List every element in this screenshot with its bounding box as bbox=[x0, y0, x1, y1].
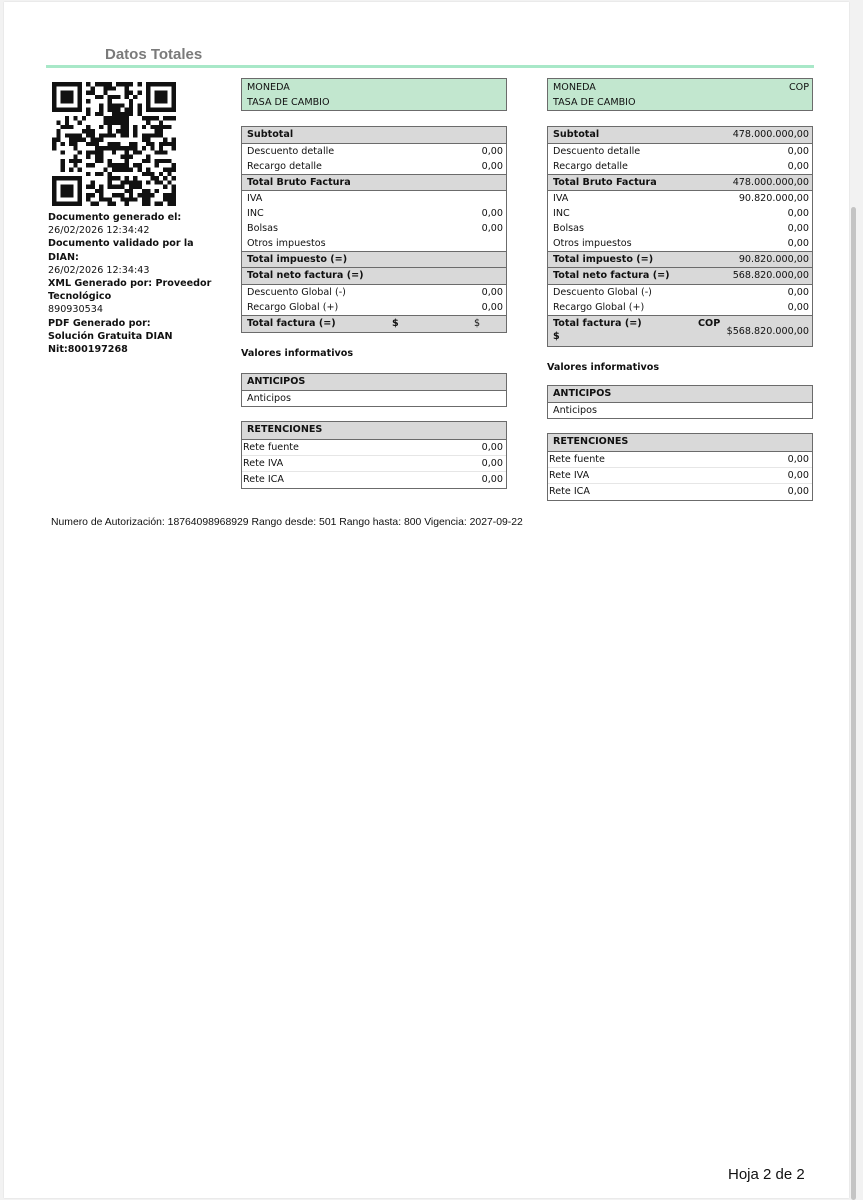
total-bruto-row bbox=[242, 174, 506, 191]
total-neto-value: 568.820.000,00 bbox=[732, 270, 809, 281]
generated-value: 26/02/2026 12:34:42 bbox=[48, 225, 150, 237]
rete-fuente-row bbox=[242, 440, 506, 456]
exchange-rate-label: TASA DE CAMBIO bbox=[553, 97, 636, 108]
retenciones-header bbox=[548, 434, 812, 451]
rete-ica-row bbox=[242, 472, 506, 488]
total-impuesto-value: 90.820.000,00 bbox=[738, 254, 809, 265]
valores-informativos-heading: Valores informativos bbox=[547, 362, 660, 373]
subtotal-value: 478.000.000,00 bbox=[732, 129, 809, 140]
descuento-detalle-row bbox=[548, 144, 812, 159]
total-neto-row bbox=[242, 268, 506, 285]
anticipos-label: Anticipos bbox=[247, 393, 291, 404]
currency-value: COP bbox=[788, 82, 809, 93]
rete-fuente-label: Rete fuente bbox=[243, 442, 299, 453]
total-factura-value: $568.820.000,00 bbox=[726, 326, 809, 337]
scrollbar[interactable] bbox=[851, 207, 856, 1200]
recargo-global-value: 0,00 bbox=[481, 302, 503, 313]
otros-value: 0,00 bbox=[787, 238, 809, 249]
retenciones-header-label: RETENCIONES bbox=[553, 436, 629, 447]
generated-label: Documento generado el: bbox=[48, 212, 182, 223]
totals-column-a bbox=[241, 78, 507, 489]
anticipos-table bbox=[241, 373, 507, 407]
total-bruto-label: Total Bruto Factura bbox=[247, 177, 351, 188]
anticipos-header bbox=[242, 374, 506, 391]
header-divider bbox=[46, 65, 814, 68]
nit: Nit:800197268 bbox=[48, 344, 128, 356]
descuento-global-value: 0,00 bbox=[481, 287, 503, 298]
bolsas-value: 0,00 bbox=[481, 223, 503, 234]
recargo-global-row bbox=[548, 300, 812, 315]
bolsas-row bbox=[548, 221, 812, 236]
xml-label: XML Generado por: Proveedor Tecnológico bbox=[48, 278, 212, 303]
subtotal-label: Subtotal bbox=[553, 129, 600, 140]
inc-value: 0,00 bbox=[481, 208, 503, 219]
anticipos-label: Anticipos bbox=[553, 405, 597, 416]
total-bruto-label: Total Bruto Factura bbox=[553, 177, 657, 188]
rete-iva-label: Rete IVA bbox=[243, 458, 284, 469]
valores-informativos-heading: Valores informativos bbox=[241, 348, 354, 359]
anticipos-header-label: ANTICIPOS bbox=[247, 376, 306, 387]
recargo-detalle-label: Recargo detalle bbox=[553, 161, 628, 172]
descuento-global-value: 0,00 bbox=[787, 287, 809, 298]
rete-ica-value: 0,00 bbox=[481, 474, 503, 485]
descuento-global-row bbox=[242, 285, 506, 300]
subtotal-row bbox=[548, 127, 812, 144]
total-impuesto-row bbox=[242, 251, 506, 268]
total-factura-label: Total factura (=) bbox=[553, 318, 642, 329]
anticipos-row bbox=[242, 391, 506, 406]
recargo-detalle-row bbox=[548, 159, 812, 174]
total-neto-row bbox=[548, 268, 812, 285]
anticipos-header-label: ANTICIPOS bbox=[553, 388, 612, 399]
descuento-detalle-value: 0,00 bbox=[481, 146, 503, 157]
rete-fuente-row bbox=[548, 452, 812, 468]
recargo-detalle-label: Recargo detalle bbox=[247, 161, 322, 172]
rete-ica-label: Rete ICA bbox=[549, 486, 590, 497]
totals-column-b bbox=[547, 78, 813, 501]
iva-row bbox=[242, 191, 506, 206]
recargo-global-value: 0,00 bbox=[787, 302, 809, 313]
currency-box bbox=[547, 78, 813, 111]
bolsas-value: 0,00 bbox=[787, 223, 809, 234]
total-neto-label: Total neto factura (=) bbox=[553, 270, 670, 281]
page-number: Hoja 2 de 2 bbox=[728, 1166, 805, 1183]
pdf-label: PDF Generado por: bbox=[48, 317, 151, 329]
total-factura-value: $ bbox=[474, 318, 481, 329]
total-factura-currency: COP bbox=[698, 318, 721, 329]
rete-fuente-label: Rete fuente bbox=[549, 454, 605, 465]
document-info bbox=[48, 211, 218, 356]
total-bruto-value: 478.000.000,00 bbox=[732, 177, 809, 188]
otros-label: Otros impuestos bbox=[553, 238, 632, 249]
total-factura-symbol: $ bbox=[392, 318, 399, 329]
rete-iva-row bbox=[242, 456, 506, 472]
totals-table bbox=[241, 126, 507, 333]
retenciones-header-table bbox=[241, 421, 507, 440]
rete-iva-row bbox=[548, 468, 812, 484]
currency-label: MONEDA bbox=[247, 82, 290, 93]
inc-label: INC bbox=[553, 208, 570, 219]
descuento-global-row bbox=[548, 285, 812, 300]
rete-iva-value: 0,00 bbox=[787, 470, 809, 481]
total-neto-label: Total neto factura (=) bbox=[247, 270, 364, 281]
validated-label: Documento validado por la DIAN: bbox=[48, 238, 194, 263]
total-factura-row bbox=[242, 315, 506, 332]
total-impuesto-label: Total impuesto (=) bbox=[247, 254, 348, 265]
total-impuesto-row bbox=[548, 251, 812, 268]
iva-label: IVA bbox=[553, 193, 569, 204]
bolsas-label: Bolsas bbox=[553, 223, 584, 234]
authorization-footer: Numero de Autorización: 18764098968929 Rango desde: 501 Rango hasta: 800 Vigencia: 2027-09-22 bbox=[51, 517, 523, 528]
currency-box bbox=[241, 78, 507, 111]
otros-row bbox=[548, 236, 812, 251]
descuento-detalle-label: Descuento detalle bbox=[553, 146, 641, 157]
inc-row bbox=[242, 206, 506, 221]
rete-iva-label: Rete IVA bbox=[549, 470, 590, 481]
xml-value: 890930534 bbox=[48, 304, 103, 316]
rete-ica-value: 0,00 bbox=[787, 486, 809, 497]
retenciones-table bbox=[241, 440, 507, 489]
pdf-value: Solución Gratuita DIAN bbox=[48, 330, 173, 342]
exchange-rate-label: TASA DE CAMBIO bbox=[247, 97, 330, 108]
recargo-global-row bbox=[242, 300, 506, 315]
recargo-detalle-value: 0,00 bbox=[787, 161, 809, 172]
iva-label: IVA bbox=[247, 193, 263, 204]
total-factura-label-wrap bbox=[553, 317, 642, 343]
recargo-global-label: Recargo Global (+) bbox=[553, 302, 645, 313]
anticipos-header bbox=[548, 386, 812, 403]
rete-ica-row bbox=[548, 484, 812, 500]
retenciones-table bbox=[547, 452, 813, 501]
rete-fuente-value: 0,00 bbox=[787, 454, 809, 465]
retenciones-header-table bbox=[547, 433, 813, 452]
page-title: Datos Totales bbox=[105, 46, 203, 63]
total-factura-label: Total factura (=) bbox=[247, 318, 336, 329]
iva-row bbox=[548, 191, 812, 206]
iva-value: 90.820.000,00 bbox=[738, 193, 809, 204]
descuento-detalle-label: Descuento detalle bbox=[247, 146, 335, 157]
inc-value: 0,00 bbox=[787, 208, 809, 219]
otros-label: Otros impuestos bbox=[247, 238, 326, 249]
otros-row bbox=[242, 236, 506, 251]
recargo-detalle-value: 0,00 bbox=[481, 161, 503, 172]
recargo-global-label: Recargo Global (+) bbox=[247, 302, 339, 313]
retenciones-header-label: RETENCIONES bbox=[247, 424, 323, 435]
inc-row bbox=[548, 206, 812, 221]
qr-code-icon bbox=[52, 82, 176, 206]
rete-iva-value: 0,00 bbox=[481, 458, 503, 469]
currency-label: MONEDA bbox=[553, 82, 596, 93]
descuento-global-label: Descuento Global (-) bbox=[553, 287, 652, 298]
inc-label: INC bbox=[247, 208, 264, 219]
total-impuesto-label: Total impuesto (=) bbox=[553, 254, 654, 265]
recargo-detalle-row bbox=[242, 159, 506, 174]
total-factura-row bbox=[548, 315, 812, 346]
total-factura-symbol: $ bbox=[553, 331, 560, 342]
rete-ica-label: Rete ICA bbox=[243, 474, 284, 485]
bolsas-label: Bolsas bbox=[247, 223, 278, 234]
descuento-global-label: Descuento Global (-) bbox=[247, 287, 346, 298]
totals-table bbox=[547, 126, 813, 347]
total-bruto-row bbox=[548, 174, 812, 191]
validated-value: 26/02/2026 12:34:43 bbox=[48, 264, 150, 276]
rete-fuente-value: 0,00 bbox=[481, 442, 503, 453]
descuento-detalle-value: 0,00 bbox=[787, 146, 809, 157]
subtotal-row bbox=[242, 127, 506, 144]
bolsas-row bbox=[242, 221, 506, 236]
anticipos-row bbox=[548, 403, 812, 418]
subtotal-label: Subtotal bbox=[247, 129, 294, 140]
retenciones-header bbox=[242, 422, 506, 439]
anticipos-table bbox=[547, 385, 813, 419]
descuento-detalle-row bbox=[242, 144, 506, 159]
